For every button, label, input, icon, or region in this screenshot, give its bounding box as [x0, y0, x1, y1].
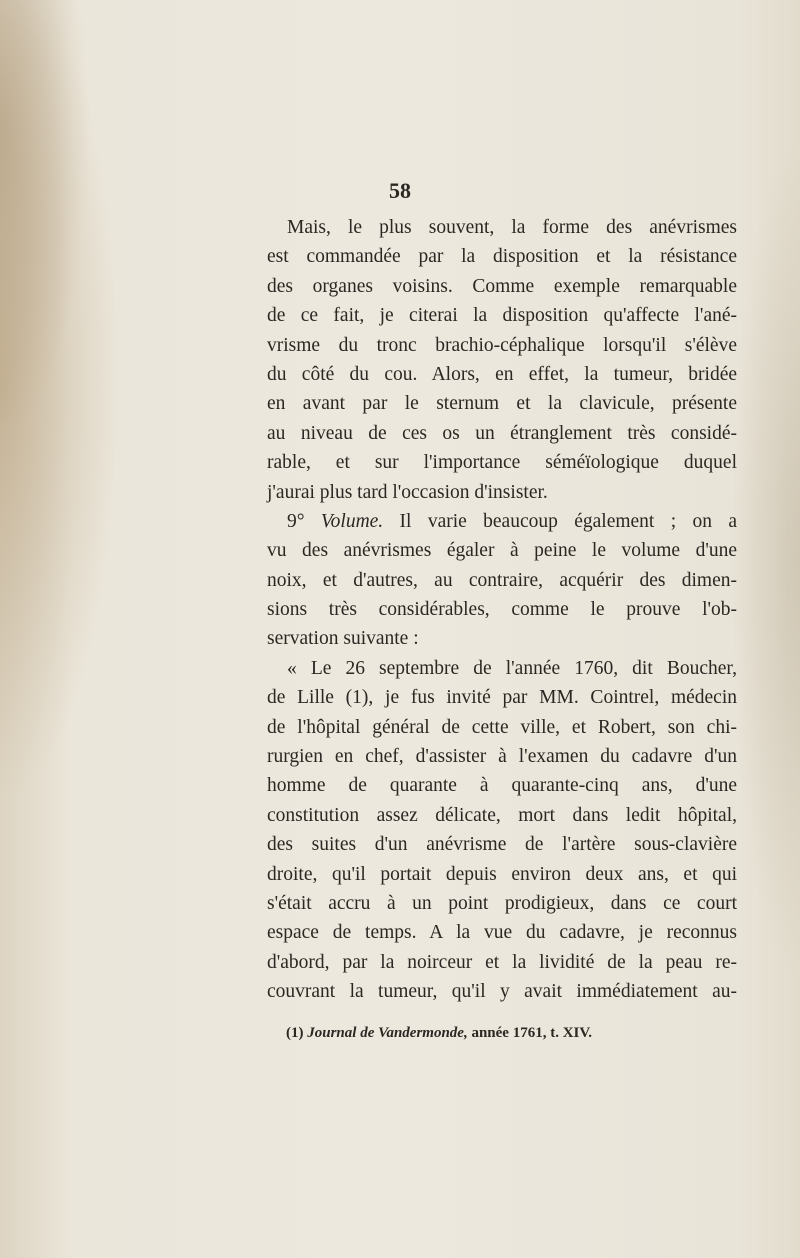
body-text [267, 213, 737, 1007]
text-line: constitution assez délicate, mort dans ledit hôpital, [267, 804, 737, 826]
text-line: servation suivante : [267, 628, 419, 650]
text-line: de Lille (1), je fus invité par MM. Cointrel, médecin [267, 687, 737, 709]
text-line: Mais, le plus souvent, la forme des anévrismes [287, 217, 737, 238]
text-line: des organes voisins. Comme exemple remarquable [267, 275, 737, 297]
text-line: noix, et d'autres, au contraire, acquérir des dimen- [267, 569, 737, 591]
section-heading-italic: Volume. [320, 510, 384, 532]
footnote-source-details: année 1761, t. XIV. [471, 1025, 593, 1041]
text-line: « Le 26 septembre de l'année 1760, dit Boucher, [287, 657, 737, 679]
text-line: des suites d'un anévrisme de l'artère sous-clavière [267, 834, 737, 856]
text-line: d'abord, par la noirceur et la lividité de la peau re- [267, 951, 737, 973]
footnote-source-title: Journal de Vandermonde, [307, 1025, 468, 1041]
page-number [0, 178, 800, 204]
text-line: homme de quarante à quarante-cinq ans, d'une [267, 775, 737, 797]
text-line: vrisme du tronc brachio-céphalique lorsqu'il s'élève [267, 334, 737, 356]
text-line: sions très considérables, comme le prouve l'ob- [267, 599, 737, 621]
page-number-text: 58 [389, 178, 411, 203]
text-line: du côté du cou. Alors, en effet, la tumeur, bridée [267, 363, 737, 385]
text-line: s'était accru à un point prodigieux, dans ce court [267, 892, 737, 914]
text-line: espace de temps. A la vue du cadavre, je reconnus [267, 922, 737, 944]
text-line: est commandée par la disposition et la résistance [267, 246, 737, 268]
text-line: j'aurai plus tard l'occasion d'insister. [267, 481, 548, 503]
text-line: en avant par le sternum et la clavicule, présente [267, 393, 737, 415]
text-line: couvrant la tumeur, qu'il y avait immédiatement au- [267, 981, 737, 1003]
text-line: vu des anévrismes égaler à peine le volume d'une [267, 540, 737, 562]
text-line: droite, qu'il portait depuis environ deux ans, et qui [267, 863, 737, 885]
text-line: de ce fait, je citerai la disposition qu'affecte l'ané- [267, 305, 737, 327]
text-line: rurgien en chef, d'assister à l'examen du cadavre d'un [267, 746, 737, 768]
text-line: 9° Volume. Il varie beaucoup également ; on a [287, 510, 737, 532]
text-line: au niveau de ces os un étranglement très considé- [267, 422, 737, 444]
footnote [286, 1025, 592, 1042]
text-line: rable, et sur l'importance séméïologique duquel [267, 452, 737, 474]
footnote-marker: (1) [286, 1025, 304, 1041]
text-line: de l'hôpital général de cette ville, et Robert, son chi- [267, 716, 737, 738]
